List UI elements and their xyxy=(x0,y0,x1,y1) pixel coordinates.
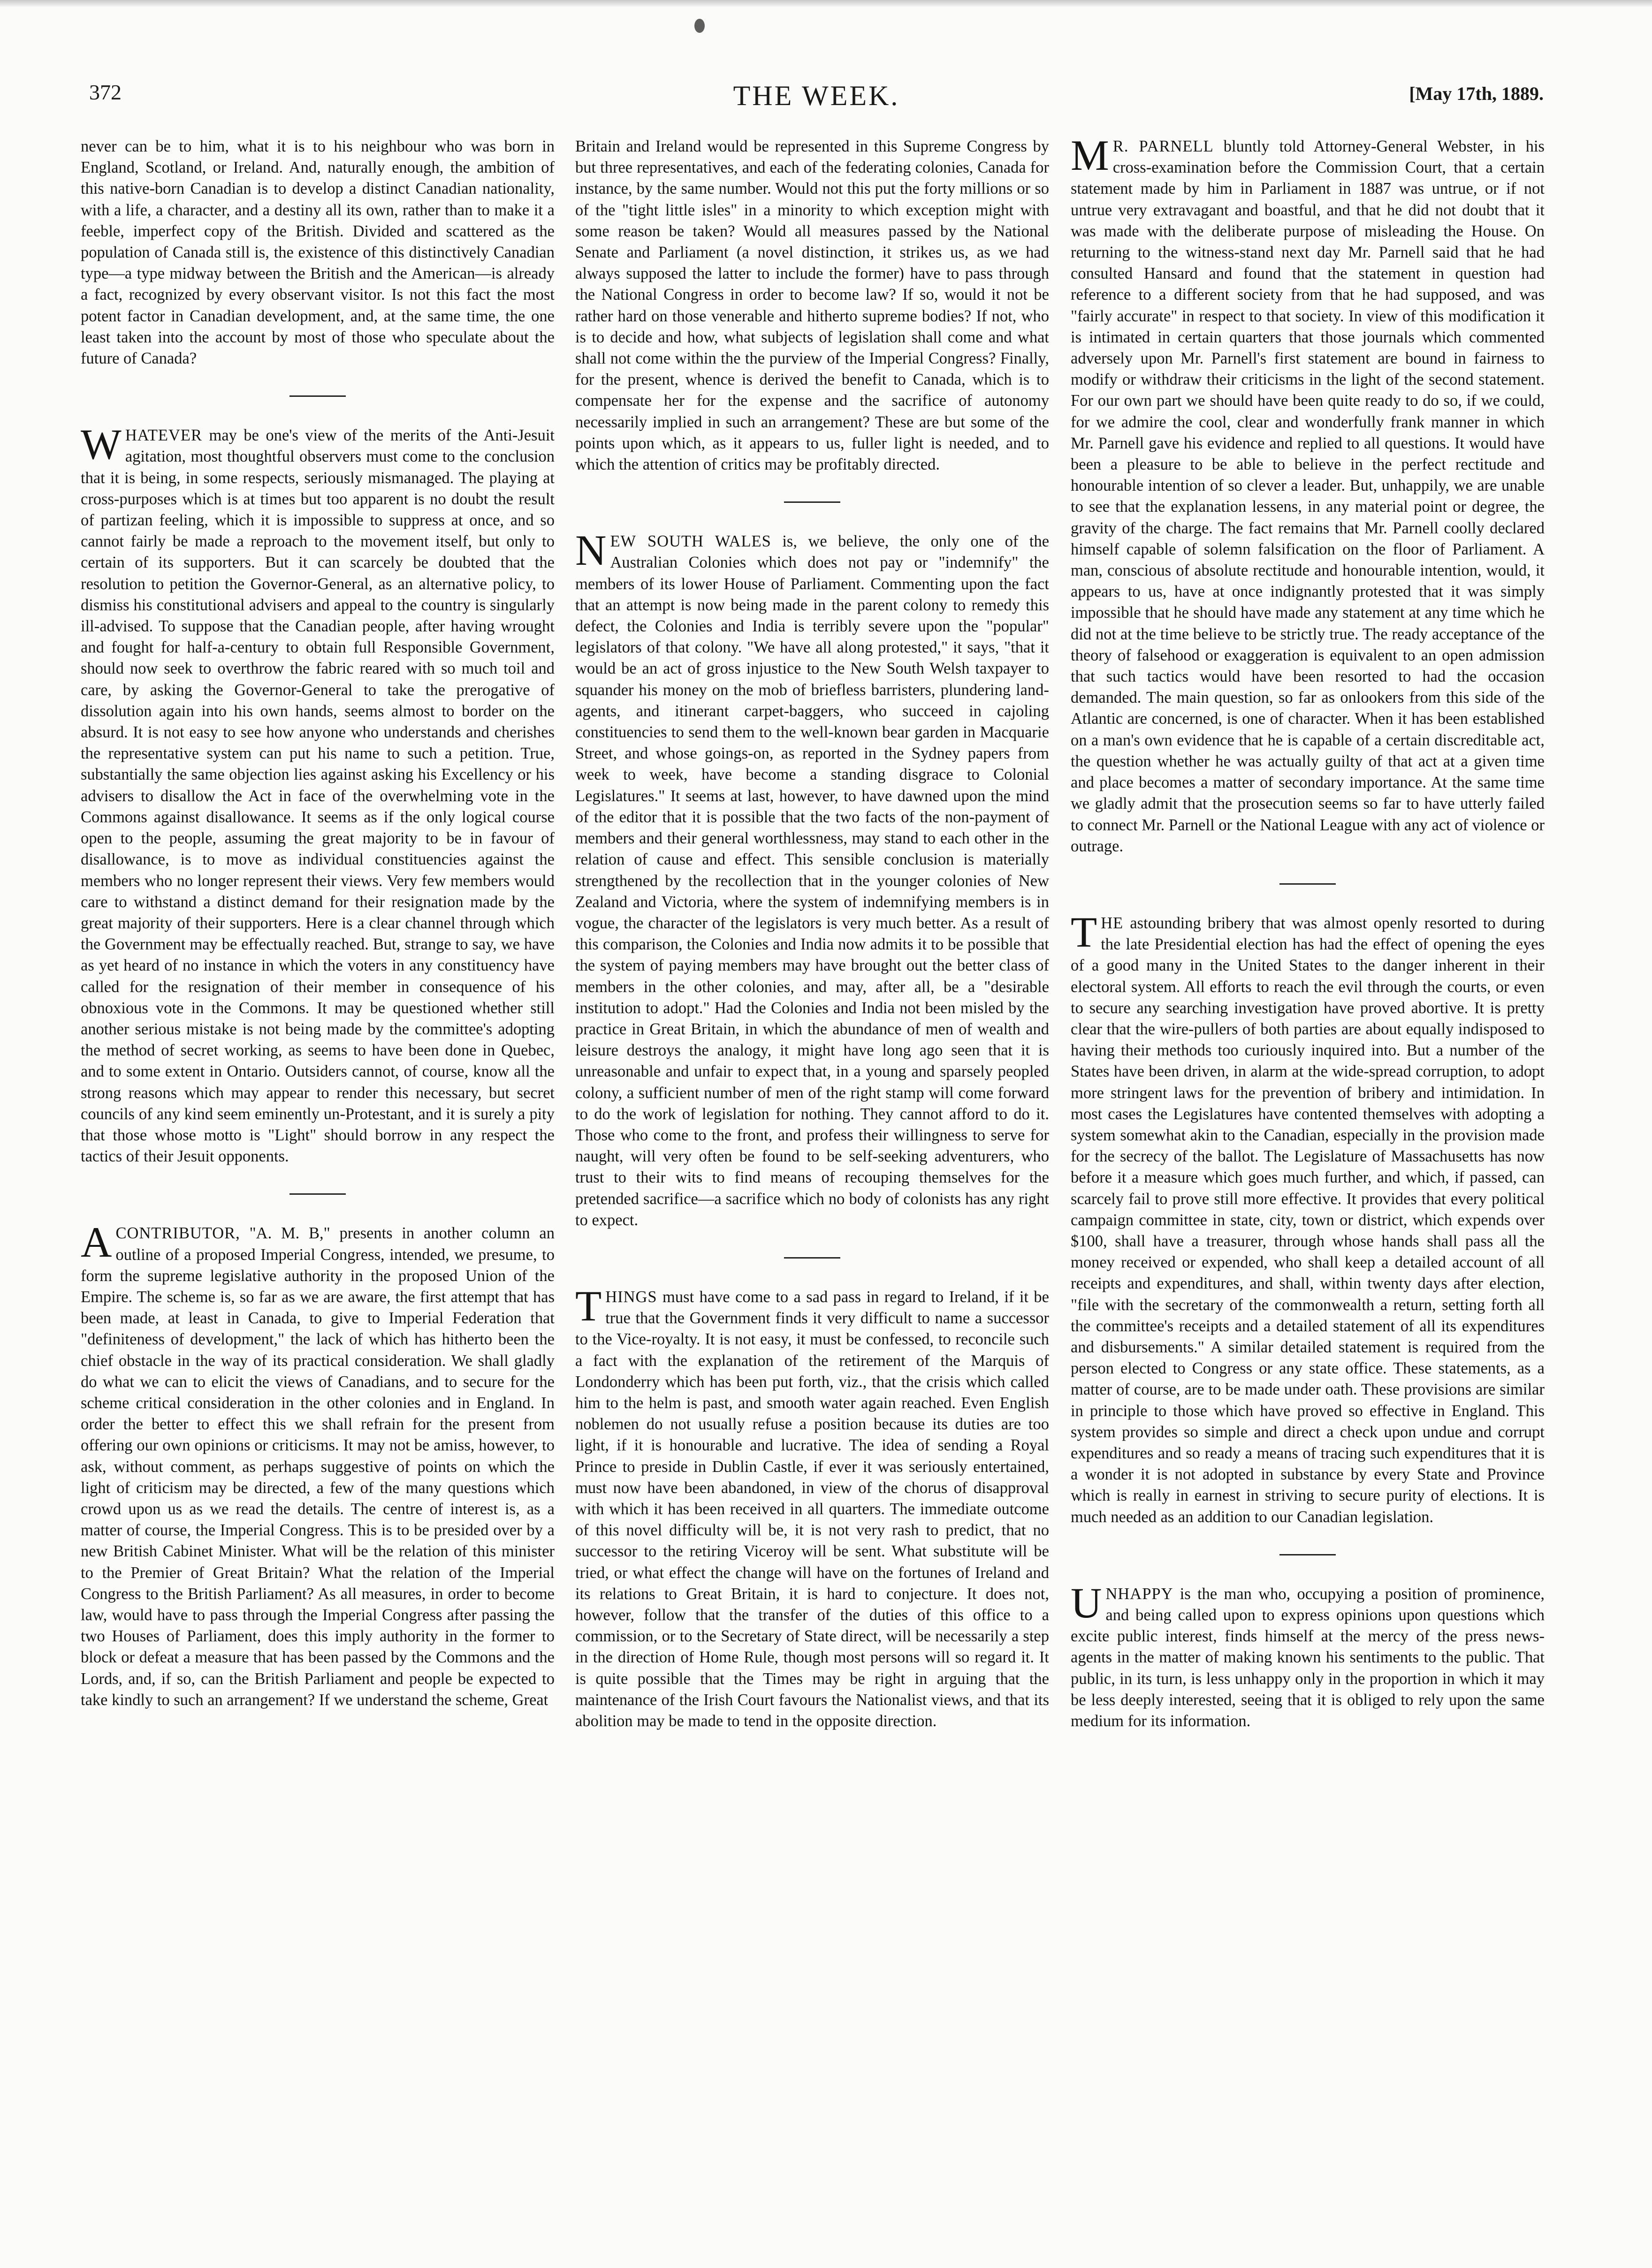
drop-initial: N xyxy=(575,526,607,575)
article-election-bribery xyxy=(1071,908,1545,1528)
drop-initial: M xyxy=(1071,131,1109,179)
article-body: is, we believe, the only one of the Australian Colonies which does not pay or "indemnify" the members of its lower House of Parliament. Commenting upon the fact that an attempt is now being made in the parent colony to remedy this defect, the Colonies and India is terribly severe upon the "popular" legislators of that colony. "We have all along protested," it says, "that it would be an act of gross injustice to the New South Welsh taxpayer to squander his money on the mob of briefless barristers, plundering land-agents, and itinerant carpet-baggers, who succeed in cajoling constituencies to send them to the well-known bear garden in Macquarie Street, and whose goings-on, as reported in the Sydney papers from week to week, have become a standing disgrace to Colonial Legislatures." It seems at last, however, to have dawned upon the mind of the editor that it is possible that the two facts of the non-payment of members and their general worthlessness, may stand to each other in the relation of cause and effect. This sensible conclusion is materially strengthened by the recollection that in the younger colonies of New Zealand and Victoria, where the system of indemnifying members is in vogue, the character of the legislators is very much better. As a result of this comparison, the Colonies and India now admits it to be possible that the system of paying members may have brought out the better class of members in the other colonies, and may, after all, be a "desirable institution to adopt." Had the Colonies and India not been misled by the practice in Great Britain, in which the abundance of men of wealth and leisure destroys the analogy, it might have long ago seen that it is unreasonable and unfair to expect that, in a young and sparsely peopled colony, a sufficient number of men of the right stamp will come forward to do the work of legislation for nothing. They cannot afford to do it. Those who come to the front, and profess their willingness to serve for naught, will very often be found to be self-seeking adventurers, who trust to their wits to find means of recouping themselves for the pretended sacrifice—a sacrifice which no body of colonists has any right to expect. xyxy=(575,532,1050,1229)
issue-date: [May 17th, 1889. xyxy=(1409,83,1544,104)
article-ireland-viceroyalty xyxy=(575,1282,1049,1732)
article-anti-jesuit-agitation xyxy=(81,420,555,1167)
article-canadian-nationality: never can be to him, what it is to his neighbour who was born in England, Scotland, or Ireland. And, naturally enough, the ambition of this native-born Canadian is to develop a distinct Canadian nationality, with a life, a character, and a destiny all its own, rather than to make it a feeble, imperfect copy of the British. Divided and scattered as the population of Canada still is, the existence of this distinctively Canadian type—a type midway between the British and the American—is already a fact, recognized by every observant visitor. Is not this fact the most potent factor in Canadian development, and, at the same time, the one least taken into the account by most of those who speculate about the future of Canada? xyxy=(81,137,555,368)
lead-word: HATEVER xyxy=(125,426,202,445)
drop-initial: T xyxy=(1071,908,1097,956)
article-divider xyxy=(784,1257,840,1259)
column-3 xyxy=(1071,131,1545,1732)
lead-word: CONTRIBUTOR, xyxy=(115,1224,240,1243)
article-body: must have come to a sad pass in regard to Ireland, if it be true that the Government finds it very difficult to name a successor to the Vice-royalty. It is not easy, it must be confessed, to reconcile such a fact with the explanation of the retirement of the Marquis of Londonderry which has been put forth, viz., that the crisis which called him to the helm is past, and smooth water again reached. Even English noblemen do not usually refuse a position because its duties are too light, if it is honourable and lucrative. The idea of sending a Royal Prince to preside in Dublin Castle, if ever it was seriously entertained, must now have been abandoned, in view of the chorus of disapproval with which it has been received in all quarters. The immediate outcome of this novel difficulty will be, it is not very rash to predict, that no successor to the retiring Viceroy will be sent. What substitute will be tried, or what effect the change will have on the fortunes of Ireland and its relations to Great Britain, it is hard to conjecture. It does not, however, follow that the transfer of the duties of this office to a commission, or to the Secretary of State direct, will be necessarily a step in the direction of Home Rule, though most persons will so regard it. It is quite possible that the Times may be right in arguing that the maintenance of the Irish Court favours the Nationalist views, and that its abolition may be made to tend in the opposite direction. xyxy=(575,1288,1049,1730)
ink-speck xyxy=(694,19,705,33)
article-divider xyxy=(1279,883,1336,885)
article-divider xyxy=(784,501,840,503)
article-parnell xyxy=(1071,131,1545,857)
article-body: "A. M. B," presents in another column an outline of a proposed Imperial Congress, intended, we presume, to form the supreme legislative authority in the proposed Union of the Empire. The scheme is, so far as we are aware, the first attempt that has been made, at least in Canada, to give to Imperial Federation that "definiteness of development," the lack of which has hitherto been the chief obstacle in the way of its practical consideration. We shall gladly do what we can to elicit the views of Canadians, and to secure for the scheme critical consideration in the other colonies and in England. In order the better to effect this we shall refrain for the present from offering our own opinions or criticisms. It may not be amiss, however, to ask, without comment, as perhaps suggestive of points on which the light of criticism may be directed, a few of the many questions which crowd upon us as we read the details. The centre of interest is, as a matter of course, the Imperial Congress. This is to be presided over by a new British Cabinet Minister. What will be the relation of this minister to the Premier of Great Britain? What the relation of the Imperial Congress to the British Parliament? As all measures, in order to become law, would have to pass through the Imperial Congress after passing the two Houses of Parliament, does this imply authority in the former to block or defeat a measure that has been passed by the Commons and the Lords, and, if so, can the British Parliament and people be expected to take kindly to such an arrangement? If we understand the scheme, Great xyxy=(81,1224,555,1709)
article-body: may be one's view of the merits of the Anti-Jesuit agitation, most thoughtful observers must come to the conclusion that it is being, in some respects, seriously mismanaged. The playing at cross-purposes which is at times but too apparent is no doubt the result of partizan feeling, which it is impossible to suppress at once, and so cannot fairly be made a reproach to the movement itself, but only to certain of its supporters. But it can scarcely be doubted that the resolution to petition the Governor-General, as an alternative policy, to dismiss his constitutional advisers and appeal to the country is singularly ill-advised. To suppose that the Canadian people, after having wrought and fought for half-a-century to obtain full Responsible Government, should now seek to overthrow the fabric reared with so much toil and care, by asking the Governor-General to take the prerogative of dissolution again into his own hands, seems almost to border on the absurd. It is not easy to see how anyone who understands and cherishes the representative system can put his name to such a petition. True, substantially the same objection lies against asking his Excellency or his advisers to disallow the Act in face of the overwhelming vote in the Commons against disallowance. It seems as if the only logical course open to the people, assuming the great majority to be in favour of disallowance, is to move as individual constituencies against the members who no longer represent their views. Very few members would care to withstand a distinct demand for their resignation made by the great majority of their supporters. Here is a clear channel through which the Government may be effectually reached. But, strange to say, we have as yet heard of no instance in which the voters in any constituency have called for the resignation of their member in consequence of his obnoxious vote in the Commons. It may be questioned whether still another serious mistake is not being made by the committee's adopting the method of secret working, as seems to have been done in Quebec, and to some extent in Ontario. Outsiders cannot, of course, know all the strong reasons which may appear to render this necessary, but secret councils of any kind seem eminently un-Protestant, and it is surely a pity that those whose motto is "Light" should borrow in any respect the tactics of their Jesuit opponents. xyxy=(81,426,555,1166)
lead-word: HINGS xyxy=(605,1288,657,1306)
column-2 xyxy=(575,136,1049,1732)
drop-initial: T xyxy=(575,1282,602,1330)
article-divider xyxy=(289,395,346,397)
page-header xyxy=(89,80,1544,117)
drop-initial: W xyxy=(81,420,122,469)
lead-word: R. PARNELL xyxy=(1112,137,1214,155)
scan-edge xyxy=(0,0,1652,7)
publication-title: THE WEEK. xyxy=(733,80,900,111)
article-body: bluntly told Attorney-General Webster, in his cross-examination before the Commission Court, that a certain statement made by him in Parliament in 1887 was untrue, or if not untrue very extravagant and boastful, and that he did not doubt that it was made with the deliberate purpose of misleading the House. On returning to the witness-stand next day Mr. Parnell said that he had consulted Hansard and found that the statement in question had reference to a different society from that he had supposed, and was "fairly accurate" in respect to that society. In view of this modification it is intimated in certain quarters that those journals which commented adversely upon Mr. Parnell's first statement are bound in fairness to modify or withdraw their criticisms in the light of the second statement. For our own part we should have been quite ready to do so, if we could, for we admire the cool, clear and wonderfully frank manner in which Mr. Parnell gave his evidence and replied to all questions. It would have been a pleasure to be able to believe in the perfect rectitude and honourable intention of so clever a leader. But, unhappily, we are unable to see that the explanation lessens, in any material point or degree, the gravity of the charge. The fact remains that Mr. Parnell coolly declared himself capable of solemn falsification on the floor of Parliament. A man, conscious of absolute rectitude and honourable intention, would, it appears to us, have at once indignantly protested that it was simply impossible that he should have made any statement at any time which he did not at the time believe to be strictly true. The ready acceptance of the theory of falsehood or exaggeration is equivalent to an open admission that such tactics would have been resorted to had the occasion demanded. The main question, so far as onlookers from this side of the Atlantic are concerned, is one of character. When it has been established on a man's own evidence that he is capable of a certain discreditable act, the question whether he was actually guilty of that act at a given time and place becomes a matter of secondary importance. At the same time we gladly admit that the prosecution seems so far to have utterly failed to connect Mr. Parnell or the National League with any act of violence or outrage. xyxy=(1071,137,1545,855)
article-imperial-congress-continued: Britain and Ireland would be represented in this Supreme Congress by but three representatives, and each of the federating colonies, Canada for instance, by the same number. Would not this put the forty millions or so of the "tight little isles" in a minority to which exception might with some reason be taken? Would all measures passed by the National Senate and Parliament (a novel distinction, it strikes us, as we had always supposed the latter to include the former) have to pass through the National Congress in order to become law? If so, would it not be rather hard on those venerable and hitherto supreme bodies? If not, who is to decide and how, what subjects of legislation shall come and what shall not come within the the purview of the Imperial Congress? Finally, for the present, whence is derived the benefit to Canada, which is to compensate her for the expense and the sacrifice of autonomy necessarily implied in such an arrangement? These are but some of the points upon which, as it appears to us, fuller light is needed, and to which the attention of critics may be profitably directed. xyxy=(575,137,1049,474)
article-press-news-agents xyxy=(1071,1578,1545,1732)
drop-initial: U xyxy=(1071,1578,1102,1627)
article-divider xyxy=(289,1193,346,1195)
article-body: astounding bribery that was almost openly resorted to during the late Presidential election has had the effect of opening the eyes of a good many in the United States to the danger inherent in their electoral system. All efforts to reach the evil through the courts, or even to secure any searching investigation have proved abortive. It is pretty clear that the wire-pullers of both parties are about equally indisposed to having their methods too curiously inquired into. But a number of the States have been driven, in alarm at the wide-spread corruption, to adopt more stringent laws for the prevention of bribery and intimidation. In most cases the Legislatures have contented themselves with adopting a system somewhat akin to the Canadian, especially in the provision made for the secrecy of the ballot. The Legislature of Massachusetts has now before it a measure which goes much further, and which, if passed, can scarcely fail to prove still more effective. It provides that every political campaign committee in state, city, town or district, which expends over $100, shall have a treasurer, through whose hands shall pass all the money received or expended, who shall keep a detailed account of all receipts and expenditures, and shall, within twenty days after election, "file with the secretary of the commonwealth a return, setting forth all the committee's receipts and a detailed statement of all its expenditures and disbursements." A similar detailed statement is required from the person elected to Congress or any state office. These statements, as a matter of course, are to be made under oath. These provisions are similar in principle to those which have proved so effective in England. This system provides so simple and direct a check upon undue and corrupt expenditures and so ready a means of tracing such expenditures that it is a wonder it is not adopted in substance by every State and Province which is really in earnest in striving to secure purity of elections. It is much needed as an addition to our Canadian legislation. xyxy=(1071,914,1545,1526)
article-new-south-wales xyxy=(575,526,1050,1231)
article-divider xyxy=(1279,1554,1336,1555)
lead-word: HE xyxy=(1101,914,1124,932)
lead-word: NHAPPY xyxy=(1105,1585,1173,1603)
drop-initial: A xyxy=(81,1218,112,1267)
lead-word: EW SOUTH WALES xyxy=(610,532,771,551)
article-imperial-congress xyxy=(81,1218,555,1711)
page-number: 372 xyxy=(89,80,122,104)
article-body: is the man who, occupying a position of prominence, and being called upon to express opinions upon questions which excite public interest, finds himself at the mercy of the press news-agents in the matter of making known his sentiments to the public. That public, in its turn, is less unhappy only in the proportion in which it may be less deeply interested, seeing that it is obliged to rely upon the same medium for its information. xyxy=(1071,1585,1545,1730)
column-1 xyxy=(81,136,555,1711)
